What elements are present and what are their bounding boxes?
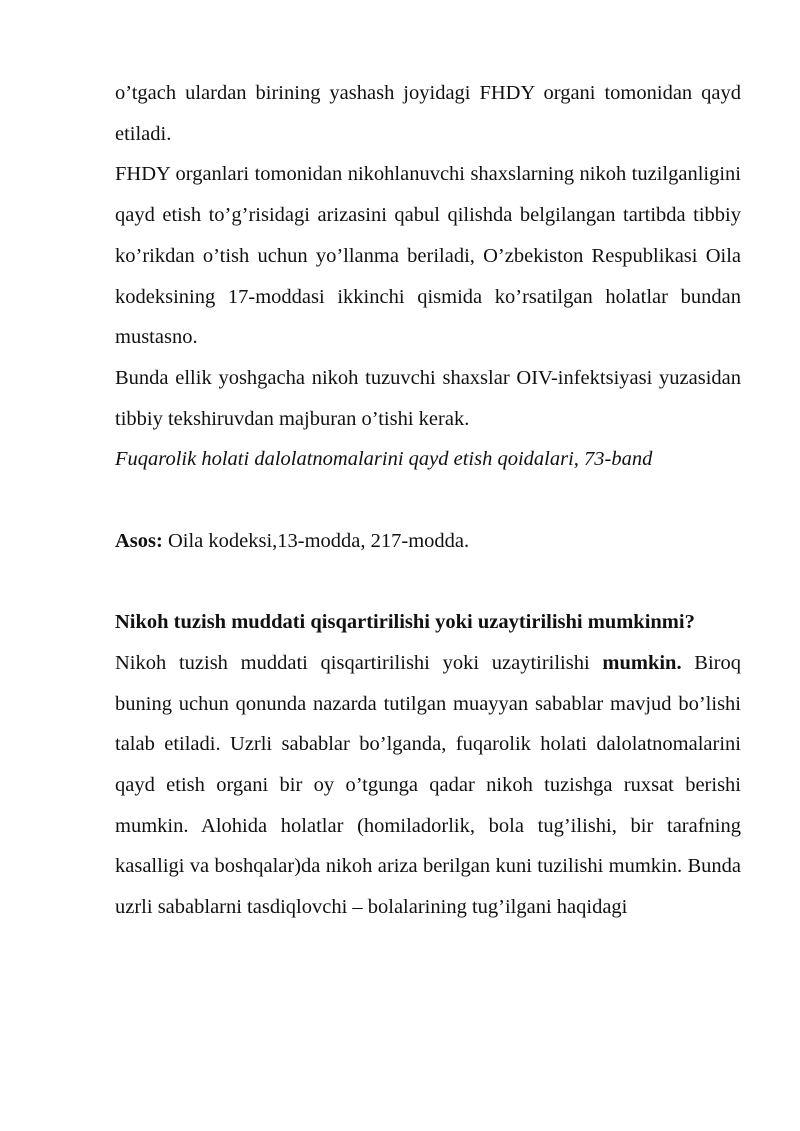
paragraph-medical-referral: FHDY organlari tomonidan nikohlanuvchi shaxslarning nikoh tuzilganligini qayd etish to’g’risidagi arizasini qabul qilishda belgilangan tartibda tibbiy ko’rikdan o’tish uchun yo’llanma beriladi, O’zbekiston Respublikasi Oila kodeksining 17-moddasi ikkinchi qismida ko’rsatilgan holatlar bundan mustasno. <box>115 163 741 349</box>
basis-line <box>115 521 741 562</box>
paragraph-continuation: o’tgach ulardan birining yashash joyidagi FHDY organi tomonidan qayd etiladi. <box>115 82 741 145</box>
answer-bold: mumkin. <box>602 651 682 674</box>
basis-text: Oila kodeksi,13-modda, 217-modda. <box>162 529 470 552</box>
answer-start: Nikoh tuzish muddati qisqartirilishi yoki uzaytirilishi <box>115 651 603 674</box>
spacer <box>115 561 741 602</box>
basis-label: Asos: <box>115 529 163 552</box>
citation: Fuqarolik holati dalolatnomalarini qayd etish qoidalari, 73-band <box>115 448 653 471</box>
section-heading: Nikoh tuzish muddati qisqartirilishi yoki uzaytirilishi mumkinmi? <box>115 611 695 634</box>
document-page <box>115 73 741 928</box>
paragraph-hiv-test: Bunda ellik yoshgacha nikoh tuzuvchi shaxslar OIV-infektsiyasi yuzasidan tibbiy tekshiruvdan majburan o’tishi kerak. <box>115 366 741 430</box>
answer-rest: Biroq buning uchun qonunda nazarda tutilgan muayyan sabablar mavjud bo’lishi talab etiladi. Uzrli sabablar bo’lganda, fuqarolik holati dalolatnomalarini qayd etish organi bir oy o’tgunga qadar nikoh tuzishga ruxsat berishi mumkin. Alohida holatlar (homiladorlik, bola tug’ilishi, bir tarafning kasalligi va boshqalar)da nikoh ariza berilgan kuni tuzilishi mumkin. Bunda uzrli sabablarni tasdiqlovchi – bolalarining tug’ilgani haqidagi <box>115 651 741 919</box>
paragraph-answer <box>115 643 741 928</box>
spacer <box>115 480 741 521</box>
